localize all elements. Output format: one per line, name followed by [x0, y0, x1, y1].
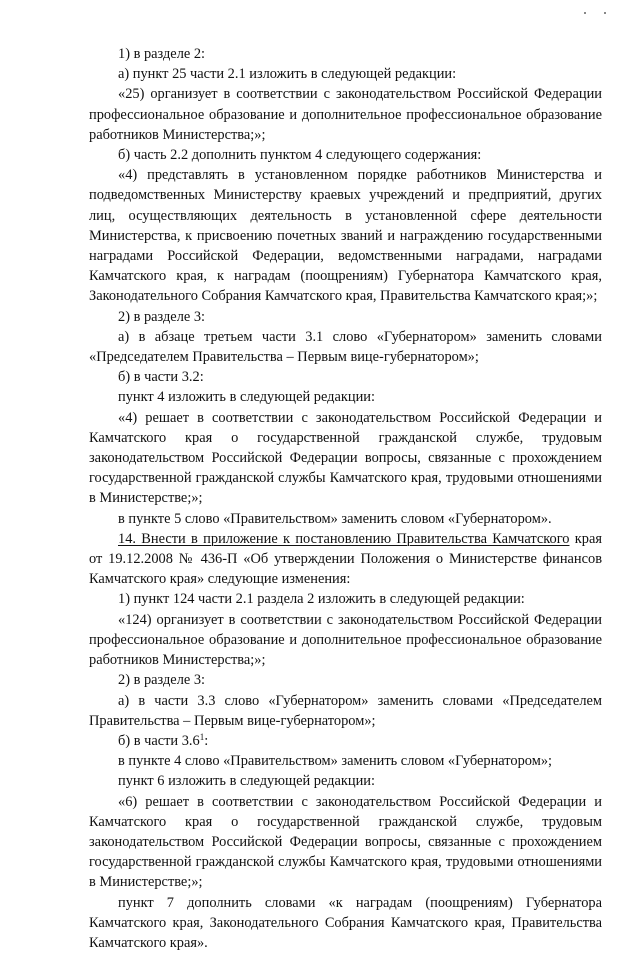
paragraph-point-4-replace: в пункте 4 слово «Правительством» заменить словом «Губернатором»;	[118, 753, 553, 770]
paragraph-point-5: в пункте 5 слово «Правительством» заменить словом «Губернатором».	[118, 510, 552, 527]
paragraph-point-4-text: «4) представлять в установленном порядке работников Министерства и подведомственных Министерству краевых учреждений и предприятий, других лиц, осуществляющих деятельность в установленной сфере деятельности Министерства, к присвоению почетных званий и награждению государственными наградами Российской Федерации, ведомственными наградами, наградами Камчатского края, к наградам (поощрениям) Губернатора Камчатского края, Законодательного Собрания Камчатского края, Правительства Камчатского края;»;	[89, 167, 602, 305]
scan-mark	[584, 12, 586, 14]
paragraph-section-2: 1) в разделе 2:	[118, 46, 206, 62]
paragraph-part-3-2: б) в части 3.2:	[118, 369, 204, 386]
item-14-text: края от 19.12.2008 № 436-П «Об утверждении Положения о Министерстве финансов Камчатского края» следующие изменения:	[89, 530, 602, 588]
paragraph-part-3-1: а) в абзаце третьем части 3.1 слово «Губернатором» заменить словами «Председателем Правительства – Первым вице-губернатором»;	[89, 328, 602, 366]
paragraph-part-3-3: а) в части 3.3 слово «Губернатором» заменить словами «Председателем Правительства – Первым вице-губернатором»;	[89, 692, 602, 729]
document-body	[89, 44, 602, 953]
paragraph-point-4-decides: «4) решает в соответствии с законодательством Российской Федерации и Камчатского края о государственной гражданской службе, трудовым законодательством Российской Федерации вопросы, связанные с прохождением государственной гражданской службы Камчатского края, трудовыми отношениями в Министерстве;»;	[89, 409, 602, 507]
paragraph-point-25-text: «25) организует в соответствии с законодательством Российской Федерации профессиональное образование и дополнительное профессиональное образование работников Министерства;»;	[89, 86, 602, 143]
paragraph-section-3: 2) в разделе 3:	[118, 308, 206, 325]
paragraph-part-2-2-intro: б) часть 2.2 дополнить пунктом 4 следующего содержания:	[118, 147, 482, 164]
paragraph-section-3-b: 2) в разделе 3:	[118, 672, 206, 689]
item-14-underlined-text: 14. Внести в приложение к постановлению Правительства Камчатского	[118, 530, 570, 547]
paragraph-point-25-intro: а) пункт 25 части 2.1 изложить в следующей редакции:	[118, 66, 457, 83]
scan-mark	[604, 12, 606, 14]
paragraph-point-6-text: «6) решает в соответствии с законодательством Российской Федерации и Камчатского края о государственной гражданской службе, трудовым законодательством Российской Федерации вопросы, связанные с прохождением государственной гражданской службы Камчатского края, трудовыми отношениями в Министерстве;»;	[89, 793, 602, 891]
paragraph-point-124-intro: 1) пункт 124 части 2.1 раздела 2 изложить в следующей редакции:	[118, 591, 525, 608]
paragraph-point-6-intro: пункт 6 изложить в следующей редакции:	[118, 773, 375, 790]
paragraph-part-3-6-1	[89, 731, 602, 751]
paragraph-item-14	[89, 529, 602, 590]
superscript-1: 1	[199, 731, 205, 742]
paragraph-point-7: пункт 7 дополнить словами «к наградам (поощрениям) Губернатора Камчатского края, Законодательного Собрания Камчатского края, Правительства Камчатского края».	[89, 894, 602, 951]
part-3-6-text: б) в части 3.6	[118, 732, 200, 749]
paragraph-point-124-text: «124) организует в соответствии с законодательством Российской Федерации профессиональное образование и дополнительное профессиональное образование работников Министерства;»;	[89, 611, 602, 669]
paragraph-point-4-intro: пункт 4 изложить в следующей редакции:	[118, 389, 375, 406]
part-3-6-colon: :	[204, 732, 209, 749]
